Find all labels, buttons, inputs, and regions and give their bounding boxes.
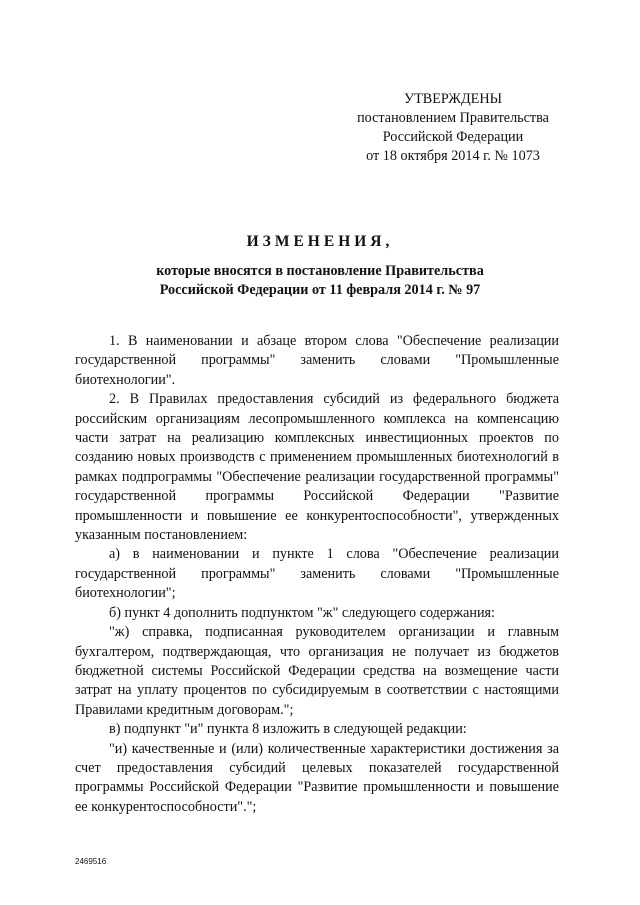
- approval-line: постановлением Правительства: [357, 110, 549, 126]
- approval-heading: УТВЕРЖДЕНЫ: [404, 91, 502, 107]
- document-id: 2469516: [75, 857, 107, 866]
- approval-date: от 18 октября 2014 г. № 1073: [366, 148, 540, 164]
- paragraph: 1. В наименовании и абзаце втором слова "Обеспечение реализации государственной программы" заменить словами "Промышленные биотехнологии".: [75, 333, 559, 388]
- paragraph: а) в наименовании и пункте 1 слова "Обеспечение реализации государственной программы" заменить словами "Промышленные биотехнологии";: [75, 546, 559, 602]
- paragraph: б) пункт 4 дополнить подпунктом "ж" следующего содержания:: [109, 604, 495, 621]
- approval-stamp: [340, 90, 566, 166]
- subtitle-line: которые вносятся в постановление Правительства: [156, 263, 484, 279]
- approval-line: Российской Федерации: [382, 129, 524, 145]
- document-title: ИЗМЕНЕНИЯ,: [246, 233, 394, 250]
- document-subtitle: [0, 262, 640, 300]
- paragraph: 2. В Правилах предоставления субсидий из федерального бюджета российским организациям лесопромышленного комплекса на компенсацию части затрат на реализацию комплексных инвестиционных проектов по созданию новых производств с применением промышленных биотехнологий в рамках подпрограммы "Обеспечение реализации государственной программы" государственной программы Российской Федерации "Развитие промышленности и повышение ее конкурентоспособности", утвержденных указанным постановлением:: [75, 391, 559, 544]
- paragraph: в) подпункт "и" пункта 8 изложить в следующей редакции:: [109, 721, 467, 738]
- paragraph: "и) качественные и (или) количественные характеристики достижения за счет предоставления субсидий целевых показателей государственной программы Российской Федерации "Развитие промышленности и повышение ее конкурентоспособности".";: [75, 740, 559, 815]
- document-body: [75, 332, 559, 817]
- paragraph: "ж) справка, подписанная руководителем организации и главным бухгалтером, подтверждающая, что организация не получает из бюджетов бюджетной системы Российской Федерации средства на возмещение части затрат на уплату процентов по субсидируемым в соответствии с настоящими Правилами кредитным договорам.";: [75, 624, 559, 718]
- subtitle-line: Российской Федерации от 11 февраля 2014 г. № 97: [159, 282, 481, 298]
